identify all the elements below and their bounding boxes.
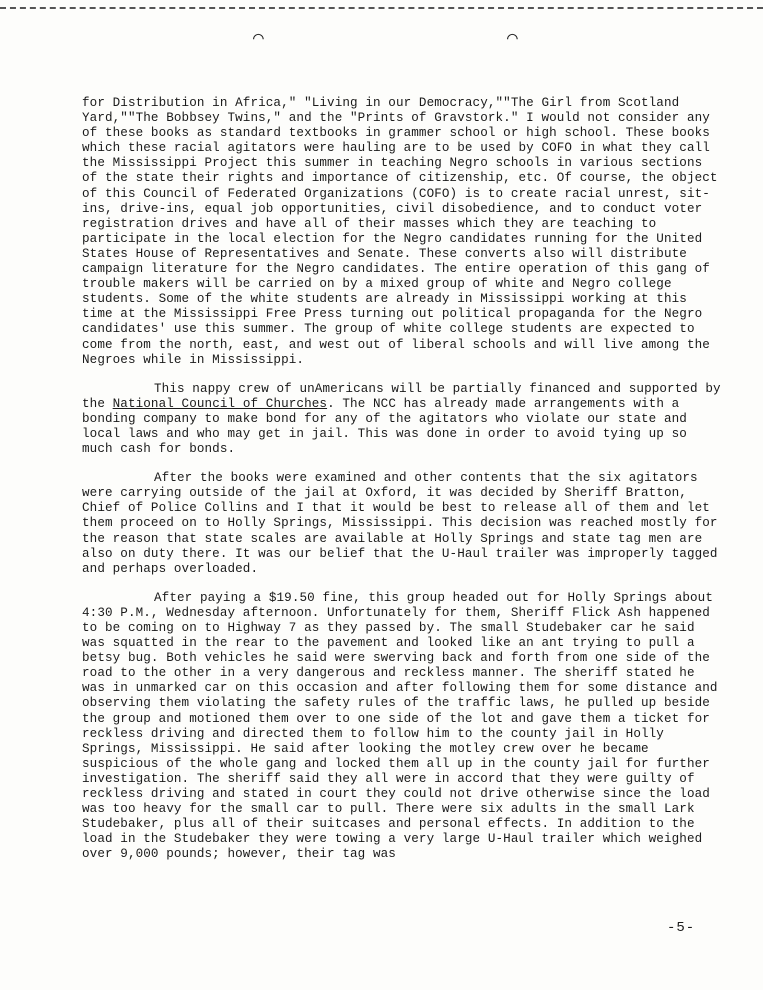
paragraph-2 (82, 382, 722, 457)
paragraph-1: for Distribution in Africa," "Living in our Democracy,""The Girl from Scotland Yard,""The Bobbsey Twins," and the "Prints of Gravstork." I would not consider any of these books as standard textbooks in grammer school or high school. These books which these racial agitators were hauling are to be used by COFO in what they call the Mississippi Project this summer in teaching Negro schools in various sections of the state their rights and importance of citizenship, etc. Of course, the object of this Council of Federated Organizations (COFO) is to create racial unrest, sit-ins, drive-ins, equal job opportunities, civil disobedience, and to conduct voter registration drives and have all of their masses which they are teaching to participate in the local election for the Negro candidates running for the United States House of Representatives and Senate. These converts also will distribute campaign literature for the Negro candidates. The entire operation of this gang of trouble makers will be carried on by a mixed group of white and Negro college students. Some of the white students are already in Mississippi working at this time at the Mississippi Free Press turning out political propaganda for the Negro candidates' use this summer. The group of white college students are expected to come from the north, east, and west out of liberal schools and will live among the Negroes while in Mississippi. (82, 96, 718, 367)
page-top-border (0, 7, 763, 9)
paragraph-3: After the books were examined and other contents that the six agitators were carrying outside of the jail at Oxford, it was decided by Sheriff Bratton, Chief of Police Collins and I that it would be best to release all of them and let them proceed on to Holly Springs, Mississippi. This decision was reached mostly for the reason that state scales are available at Holly Springs and state tag men are also on duty there. It was our belief that the U-Haul trailer was improperly tagged and perhaps overloaded. (82, 471, 718, 576)
scan-mark-left: ⌒ (253, 29, 264, 49)
scan-mark-right: ⌒ (507, 29, 518, 49)
paragraph-4: After paying a $19.50 fine, this group headed out for Holly Springs about 4:30 P.M., Wednesday afternoon. Unfortunately for them, Sheriff Flick Ash happened to be coming on to Highway 7 as they passed by. The small Studebaker car he said was squatted in the rear to the pavement and looked like an ant trying to pull a betsy bug. Both vehicles he said were swerving back and forth from one side of the road to the other in a very dangerous and reckless manner. The sheriff stated he was in unmarked car on this occasion and after following them for some distance and observing them violating the safety rules of the traffic laws, he pulled up beside the group and motioned them over to one side of the lot and gave them a ticket for reckless driving and directed them to follow him to the county jail in Holly Springs, Mississippi. He said after looking the motley crew over he became suspicious of the whole gang and locked them all up in the county jail for further investigation. The sheriff said they all were in accord that they were guilty of reckless driving and stated in court they could not drive otherwise since the load was too heavy for the small car to pull. There were six adults in the small Lark Studebaker, plus all of their suitcases and personal effects. In addition to the load in the Studebaker they were towing a very large U-Haul trailer which weighed over 9,000 pounds; however, their tag was (82, 590, 718, 862)
document-body (82, 96, 722, 877)
organization-name: National Council of Churches (112, 396, 328, 411)
paragraph-2-after: . The NCC has already made arrangements with a bonding company to make bond for any of the agitators who violate our state and local laws and who may get in jail. This was done in order to avoid tying up so much cash for bonds. (82, 396, 687, 457)
page-number: -5- (667, 920, 696, 936)
paragraph-2-before: This nappy crew of unAmericans will be partially financed and supported by the (82, 381, 721, 411)
